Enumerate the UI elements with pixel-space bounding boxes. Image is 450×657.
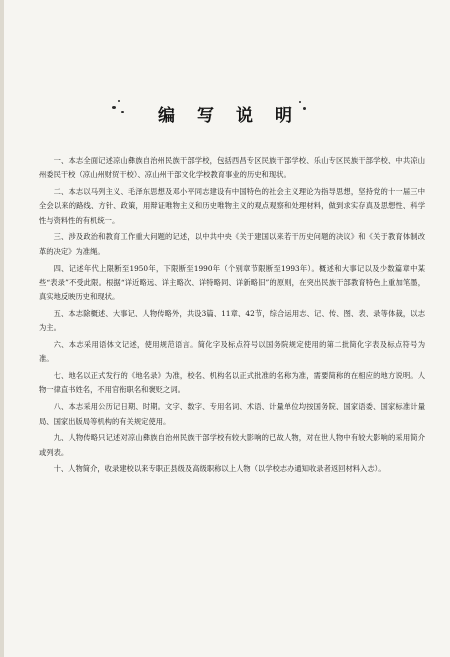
paragraph-10: 十、人物简介，收录建校以来专职正县级及高级职称以上人物（以学校志办通知收录者返回材料入志）。 bbox=[53, 464, 386, 474]
paragraph-3: 三、涉及政治和教育工作重大问题的记述，以中共中央《关于建国以来若干历史问题的决议》和《关于教育体制改革的决定》为准绳。 bbox=[39, 232, 425, 256]
paragraph-8: 八、本志采用公历记日期、时期。文字、数字、专用名词、术语、计量单位均按国务院、国家语委、国家标准计量局、国家出版局等机构的有关规定使用。 bbox=[39, 402, 425, 426]
paragraph-9: 九、人物传略只记述对凉山彝族自治州民族干部学校有较大影响的已故人物，对在世人物中有较大影响的采用简介或列表。 bbox=[39, 433, 425, 457]
document-body bbox=[39, 154, 425, 479]
paragraph-4: 四、记述年代上限断至1950年，下限断至1990年（个别章节限断至1993年）。概述和大事记以及少数篇章中某些“表录”不受此限。根据“详近略远、详主略次、详特略同、详新略旧”的原则，在突出民族干部教育特色上重加笔墨，真实地反映历史和现状。 bbox=[39, 263, 425, 302]
paragraph-5: 五、本志除概述、大事记、人物传略外，共设3篇、11章、42节，综合运用志、记、传、图、表、录等体裁，以志为主。 bbox=[39, 308, 425, 333]
page-spine-shadow bbox=[0, 0, 4, 657]
paragraph-6: 六、本志采用语体文记述，使用规范语言。简化字及标点符号以国务院规定使用的第二批简化字表及标点符号为准。 bbox=[39, 340, 425, 364]
paragraph-7: 七、地名以正式发行的《地名录》为准，校名、机构名以正式批准的名称为准，需要简称的在相应的地方说明。人物一律直书姓名，不用官衔职名和褒贬之词。 bbox=[39, 371, 425, 395]
paragraph-1: 一、本志全面记述凉山彝族自治州民族干部学校，包括西昌专区民族干部学校、乐山专区民族干部学校、中共凉山州委民干校（凉山州财贸干校）、凉山州干部文化学校教育事业的历史和现状。 bbox=[39, 156, 425, 180]
paragraph-2: 二、本志以马列主义、毛泽东思想及邓小平同志建设有中国特色的社会主义理论为指导思想，坚持党的十一届三中全会以来的路线、方针、政策，用辩证唯物主义和历史唯物主义的观点观察和处理材料，做到求实存真及思想性、科学性与资料性的有机统一。 bbox=[39, 187, 425, 225]
document-title: 编写说明 bbox=[158, 106, 314, 126]
